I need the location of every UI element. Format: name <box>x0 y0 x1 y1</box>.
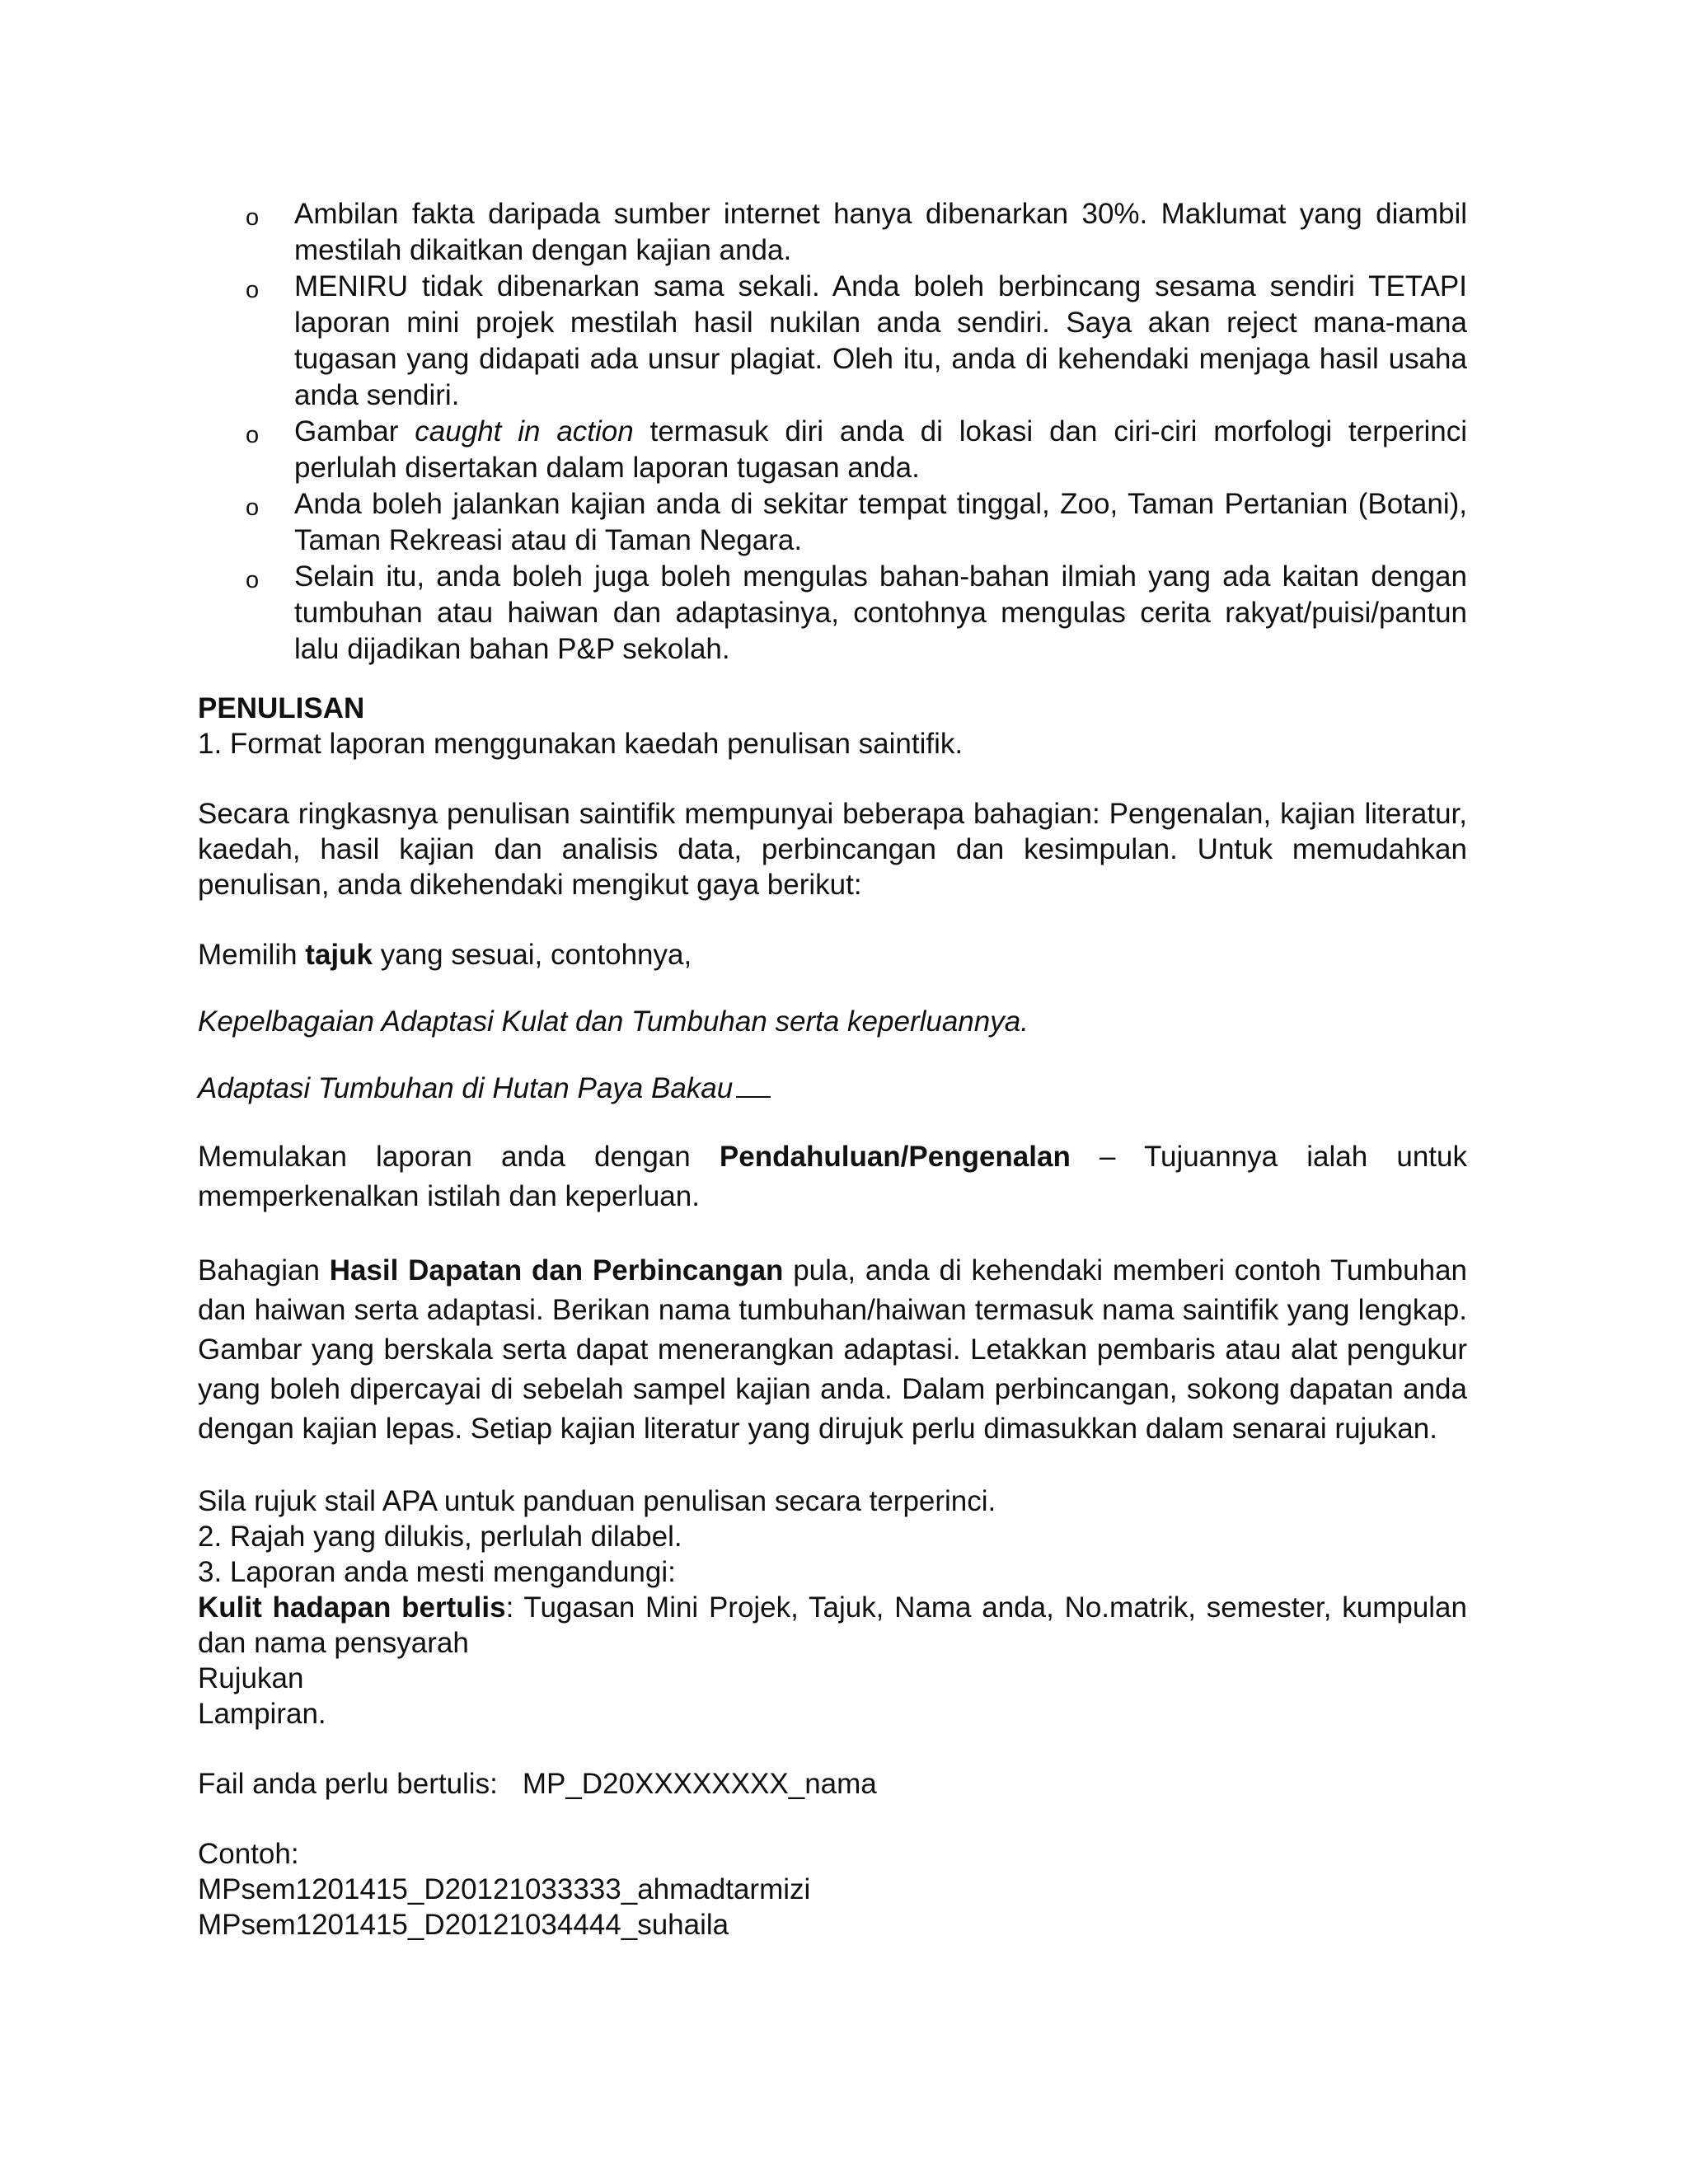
file-format: MP_D20XXXXXXXX_nama <box>522 1768 877 1800</box>
contents-item: 3. Laporan anda mesti mengandungi: <box>198 1556 676 1588</box>
list-item <box>198 559 1467 668</box>
list-item-text: Anda boleh jalankan kajian anda di sekitar tempat tinggal, Zoo, Taman Pertanian (Botani), Taman Rekreasi atau di Taman Negara. <box>294 488 1467 556</box>
example-label: Contoh: <box>198 1838 299 1870</box>
section-heading: PENULISAN <box>198 692 365 724</box>
diagram-item: 2. Rajah yang dilukis, perlulah dilabel. <box>198 1521 682 1553</box>
italic-phrase: caught in action <box>415 415 634 448</box>
results-paragraph: Bahagian Hasil Dapatan dan Perbincangan pula, anda di kehendaki memberi contoh Tumbuhan dan haiwan serta adaptasi. Berikan nama tumbuhan/haiwan termasuk nama saintifik yang lengkap. Gambar yang berskala serta dapat menerangkan adaptasi. Letakkan pembaris atau alat pengukur yang boleh dipercayai di sebelah sampel kajian anda. Dalam perbincangan, sokong dapatan anda dengan kajian lepas. Setiap kajian literatur yang dirujuk perlu dimasukkan dalam senarai rujukan. <box>198 1254 1467 1445</box>
example-title: Kepelbagaian Adaptasi Kulat dan Tumbuhan serta keperluannya. <box>198 1005 1029 1038</box>
list-item-text: Gambar caught in action termasuk diri anda di lokasi dan ciri-ciri morfologi terperinci perlulah disertakan dalam laporan tugasan anda. <box>294 415 1467 484</box>
list-item <box>198 196 1467 269</box>
example-title: Adaptasi Tumbuhan di Hutan Paya Bakau <box>198 1071 1467 1106</box>
summary-paragraph: Secara ringkasnya penulisan saintifik mempunyai beberapa bahagian: Pengenalan, kajian literatur, kaedah, hasil kajian dan analisis data, perbincangan dan kesimpulan. Untuk memudahkan penulisan, anda dikehendaki mengikut gaya berikut: <box>198 798 1467 901</box>
appendix-item: Lampiran. <box>198 1698 326 1730</box>
bullet-marker: o <box>246 567 260 593</box>
cover-requirement: Kulit hadapan bertulis: Tugasan Mini Projek, Tajuk, Nama anda, No.matrik, semester, kumpulan dan nama pensyarah <box>198 1591 1467 1659</box>
bullet-marker: o <box>246 204 260 231</box>
format-item: 1. Format laporan menggunakan kaedah penulisan saintifik. <box>198 728 964 760</box>
list-item-text: Selain itu, anda boleh juga boleh mengulas bahan-bahan ilmiah yang ada kaitan dengan tumbuhan atau haiwan dan adaptasinya, contohnya mengulas cerita rakyat/puisi/pantun lalu dijadikan bahan P&P sekolah. <box>294 560 1467 665</box>
bullet-marker: o <box>246 277 260 303</box>
list-item <box>198 486 1467 559</box>
list-item <box>198 414 1467 486</box>
introduction-paragraph: Memulakan laporan anda dengan Pendahuluan/Pengenalan – Tujuannya ialah untuk memperkenalkan istilah dan keperluan. <box>198 1141 1467 1212</box>
blank-line <box>736 1075 771 1098</box>
references-item: Rujukan <box>198 1662 304 1694</box>
example-filename: MPsem1201415_D20121033333_ahmadtarmizi <box>198 1873 811 1905</box>
apa-note: Sila rujuk stail APA untuk panduan penulisan secara terperinci. <box>198 1485 996 1517</box>
example-filename: MPsem1201415_D20121034444_suhaila <box>198 1909 729 1941</box>
title-instruction: Memilih tajuk yang sesuai, contohnya, <box>198 939 692 971</box>
list-item-text: MENIRU tidak dibenarkan sama sekali. Anda boleh berbincang sesama sendiri TETAPI laporan mini projek mestilah hasil nukilan anda sendiri. Saya akan reject mana-mana tugasan yang didapati ada unsur plagiat. Oleh itu, anda di kehendaki menjaga hasil usaha anda sendiri. <box>294 270 1467 411</box>
writing-section <box>198 691 1467 1943</box>
bullet-marker: o <box>246 422 260 448</box>
bullet-marker: o <box>246 494 260 521</box>
file-naming: Fail anda perlu bertulis: MP_D20XXXXXXXX_nama <box>198 1768 877 1800</box>
list-item <box>198 269 1467 414</box>
list-item-text: Ambilan fakta daripada sumber internet hanya dibenarkan 30%. Maklumat yang diambil mestilah dikaitkan dengan kajian anda. <box>294 198 1467 266</box>
guidelines-list <box>198 196 1467 668</box>
